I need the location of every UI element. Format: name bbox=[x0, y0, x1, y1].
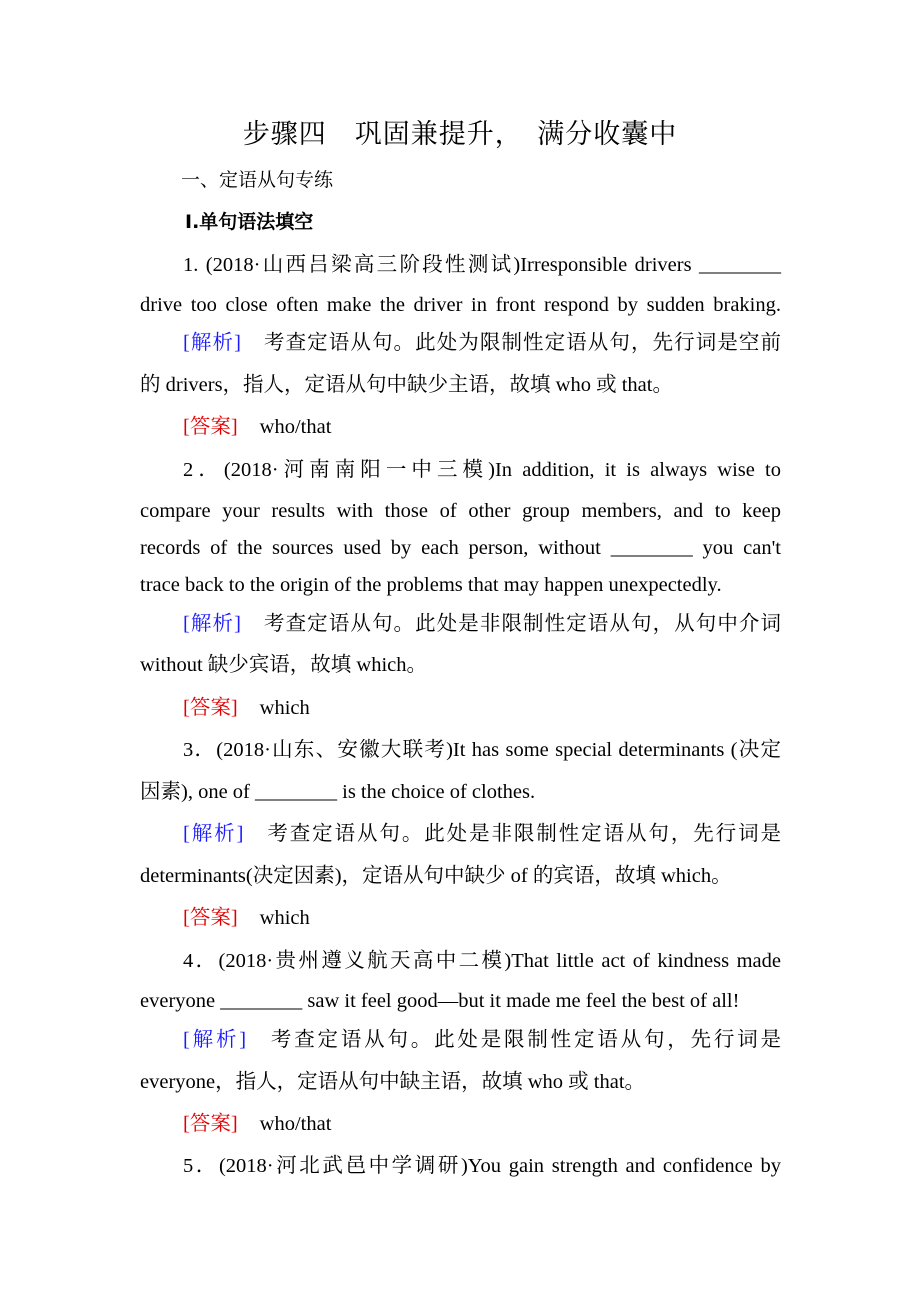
question-2-line-1: 2．(2018·河南南阳一中三模)In addition, it is always wise to bbox=[183, 459, 781, 481]
question-3-line-2: 因素), one of ________ is the choice of clothes. bbox=[140, 781, 536, 803]
question-4-analysis-cont: everyone，指人，定语从句中缺主语，故填 who 或 that。 bbox=[140, 1071, 646, 1093]
question-2-line-3: records of the sources used by each person, without ________ you can't bbox=[140, 537, 781, 559]
question-2-analysis bbox=[183, 611, 781, 637]
analysis-label: [解析] bbox=[183, 823, 244, 845]
question-2-line-4: trace back to the origin of the problems that may happen unexpectedly. bbox=[140, 574, 722, 596]
answer-label: [答案] bbox=[183, 1113, 238, 1135]
analysis-text: 考查定语从句。此处为限制性定语从句，先行词是空前 bbox=[262, 332, 782, 354]
analysis-text: 考查定语从句。此处是非限制性定语从句，先行词是 bbox=[265, 823, 781, 845]
analysis-label: [解析] bbox=[183, 1029, 247, 1051]
question-1-answer bbox=[183, 414, 781, 440]
question-4-answer bbox=[183, 1111, 781, 1137]
question-1-analysis-cont: 的 drivers，指人，定语从句中缺少主语，故填 who 或 that。 bbox=[140, 374, 673, 396]
question-2-analysis-cont: without 缺少宾语，故填 which。 bbox=[140, 654, 427, 676]
answer-label: [答案] bbox=[183, 697, 238, 719]
page-title: 步骤四 巩固兼提升， 满分收囊中 bbox=[242, 119, 678, 150]
analysis-text: 考查定语从句。此处是限制性定语从句，先行词是 bbox=[268, 1029, 782, 1051]
question-3-answer bbox=[183, 905, 781, 931]
question-5-line-1: 5．(2018·河北武邑中学调研)You gain strength and confidence by bbox=[183, 1155, 781, 1177]
answer-text: who/that bbox=[259, 416, 332, 438]
question-3-line-1: 3．(2018·山东、安徽大联考)It has some special determinants (决定 bbox=[183, 739, 781, 761]
answer-label: [答案] bbox=[183, 907, 238, 929]
section-heading: 一、定语从句专练 bbox=[181, 169, 334, 191]
question-3-analysis-cont: determinants(决定因素)，定语从句中缺少 of 的宾语，故填 which。 bbox=[140, 865, 732, 887]
question-1-line-1: 1. (2018·山西吕梁高三阶段性测试)Irresponsible drivers ________ bbox=[183, 254, 781, 276]
analysis-label: [解析] bbox=[183, 613, 241, 635]
question-3-analysis bbox=[183, 821, 781, 847]
question-4-line-1: 4．(2018·贵州遵义航天高中二模)That little act of kindness made bbox=[183, 950, 781, 972]
answer-text: which bbox=[259, 907, 310, 929]
question-1-line-2: drive too close often make the driver in front respond by sudden braking. bbox=[140, 294, 781, 316]
question-1-analysis bbox=[183, 330, 781, 356]
question-4-line-2: everyone ________ saw it feel good—but it made me feel the best of all! bbox=[140, 990, 740, 1012]
question-2-answer bbox=[183, 695, 781, 721]
answer-text: which bbox=[259, 697, 310, 719]
question-2-line-2: compare your results with those of other group members, and to keep bbox=[140, 500, 781, 522]
question-4-analysis bbox=[183, 1027, 781, 1053]
analysis-label: [解析] bbox=[183, 332, 241, 354]
analysis-text: 考查定语从句。此处是非限制性定语从句，从句中介词 bbox=[262, 613, 782, 635]
answer-text: who/that bbox=[259, 1113, 332, 1135]
answer-label: [答案] bbox=[183, 416, 238, 438]
subsection-heading: Ⅰ.单句语法填空 bbox=[185, 211, 314, 233]
